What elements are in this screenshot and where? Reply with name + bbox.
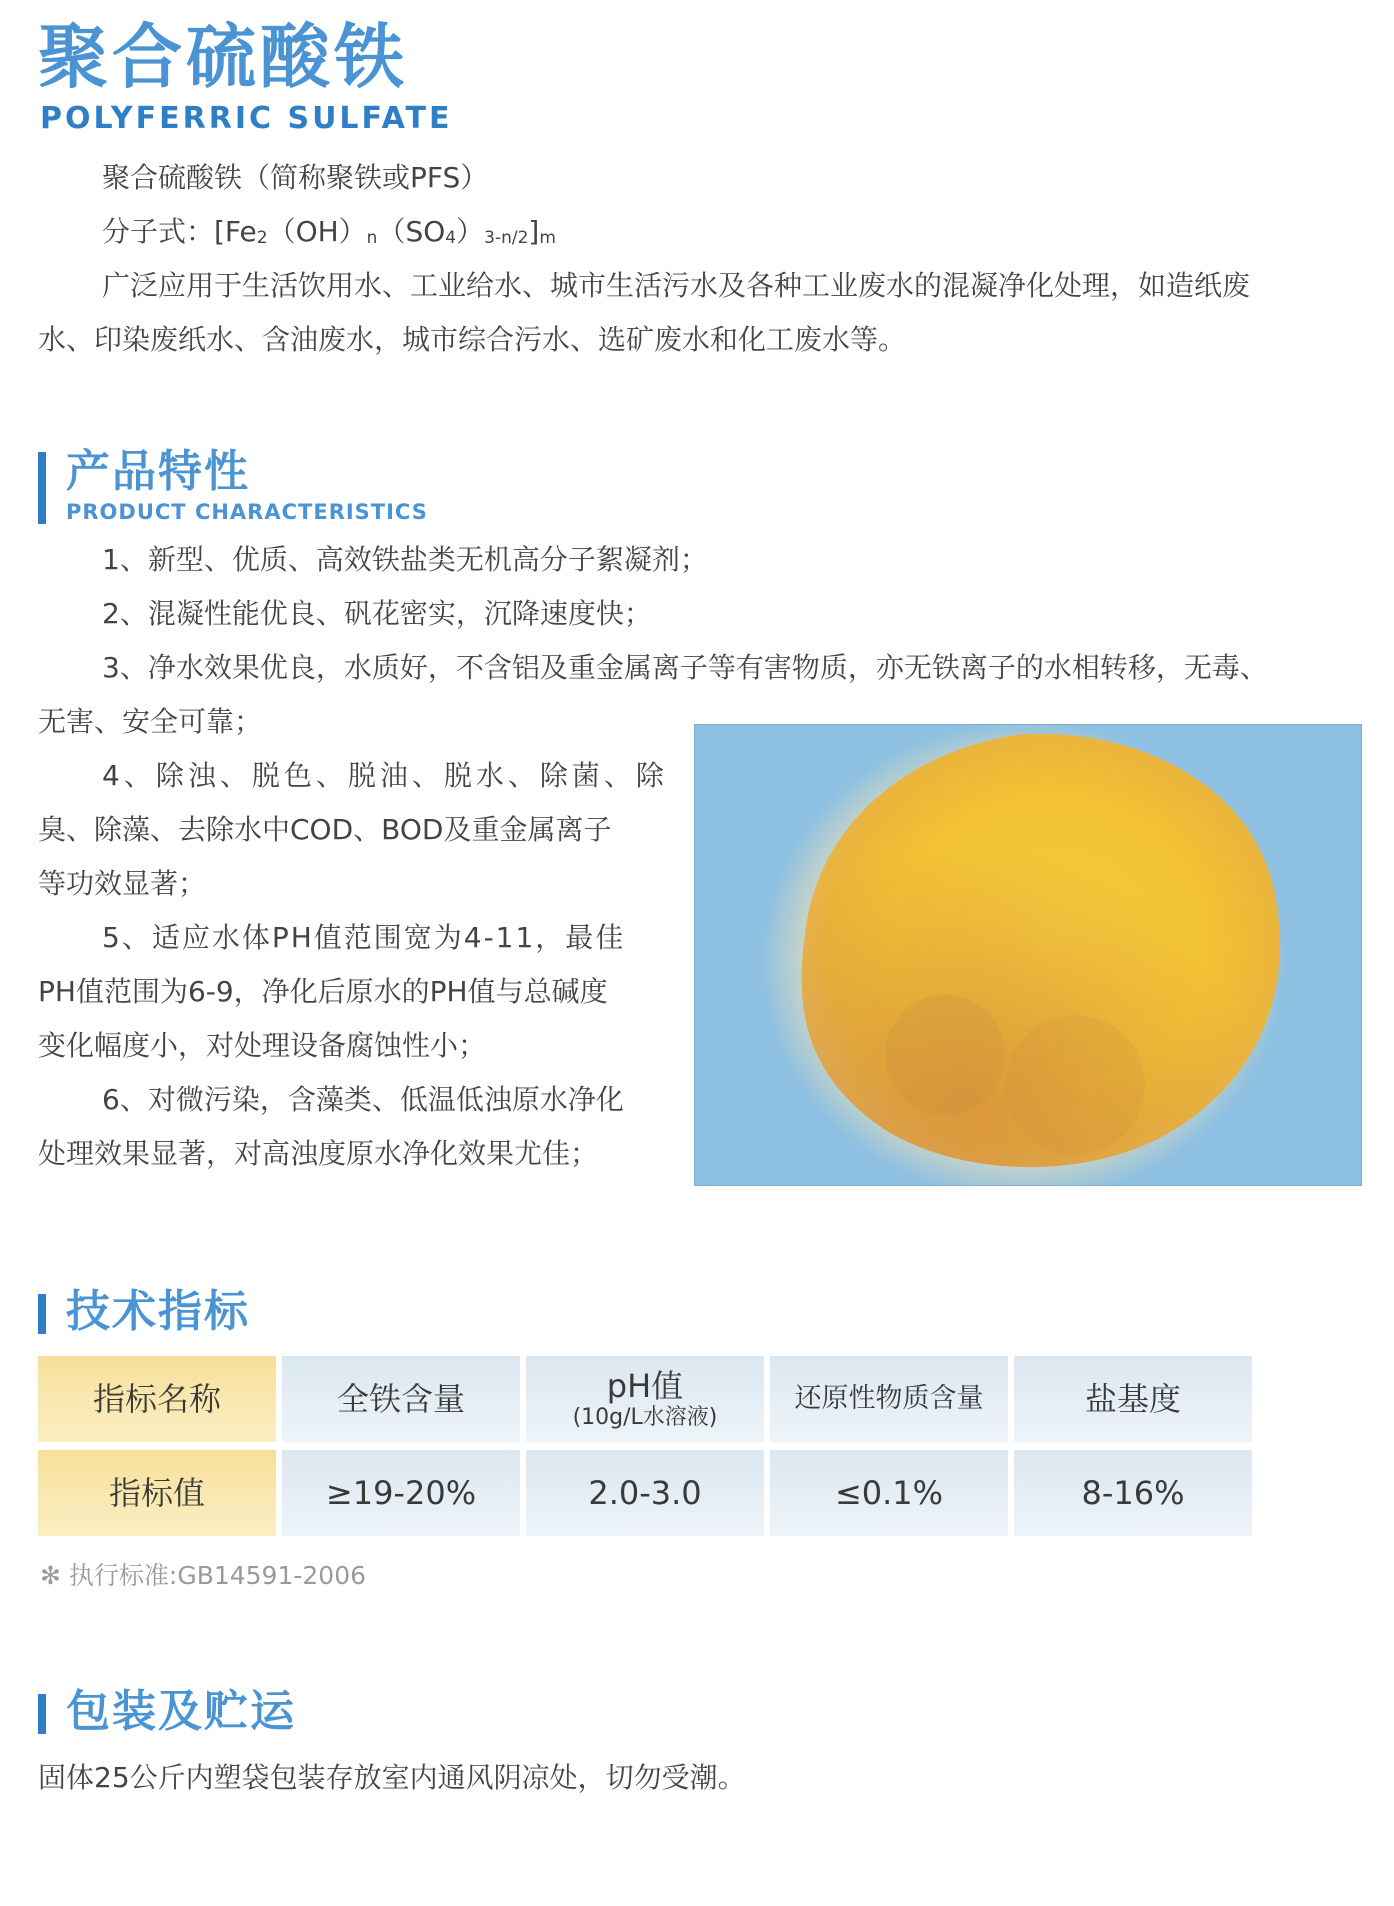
table-header-cell: 盐基度 bbox=[1014, 1356, 1252, 1442]
molecular-formula: 分子式：$[Fe_2(OH)_n(SO_4)_{3-n/2}]_m$ bbox=[102, 215, 556, 248]
table-cell: 8-16% bbox=[1014, 1450, 1252, 1536]
powder-pile-image bbox=[695, 725, 1361, 1185]
product-photo bbox=[694, 724, 1362, 1186]
section-heading-characteristics: 产品特性 bbox=[66, 446, 250, 497]
table-cell: ≥19-20% bbox=[282, 1450, 520, 1536]
characteristic-line: 等功效显著； bbox=[38, 867, 207, 900]
table-cell: ≤0.1% bbox=[770, 1450, 1008, 1536]
intro-line: 聚合硫酸铁（简称聚铁或PFS） bbox=[102, 161, 489, 194]
intro-paragraph-line: 水、印染废纸水、含油废水，城市综合污水、选矿废水和化工废水等。 bbox=[38, 323, 907, 356]
section-marker bbox=[38, 1694, 46, 1734]
intro-paragraph-line: 广泛应用于生活饮用水、工业给水、城市生活污水及各种工业废水的混凝净化处理，如造纸废 bbox=[102, 269, 1251, 302]
section-marker bbox=[38, 1294, 46, 1334]
characteristic-line: 4、除浊、脱色、脱油、脱水、除菌、除 bbox=[102, 759, 668, 792]
section-marker bbox=[38, 452, 46, 524]
section-heading-characteristics-en: PRODUCT CHARACTERISTICS bbox=[66, 500, 428, 524]
characteristic-line: 处理效果显著，对高浊度原水净化效果尤佳； bbox=[38, 1137, 599, 1170]
characteristic-line: 无害、安全可靠； bbox=[38, 705, 263, 738]
packaging-text: 固体25公斤内塑袋包装存放室内通风阴凉处，切勿受潮。 bbox=[38, 1761, 746, 1794]
table-cell: 2.0-3.0 bbox=[526, 1450, 764, 1536]
characteristic-line: 臭、除藻、去除水中COD、BOD及重金属离子 bbox=[38, 813, 612, 846]
table-header-cell: 还原性物质含量 bbox=[770, 1356, 1008, 1442]
table-header-cell: pH值 (10g/L水溶液) bbox=[526, 1356, 764, 1442]
characteristic-line: 1、新型、优质、高效铁盐类无机高分子絮凝剂； bbox=[102, 543, 708, 576]
characteristic-line: 3、净水效果优良，水质好，不含铝及重金属离子等有害物质，亦无铁离子的水相转移，无毒、 bbox=[102, 651, 1268, 684]
characteristic-line: 5、适应水体PH值范围宽为4-11，最佳 bbox=[102, 921, 626, 954]
page-title: 聚合硫酸铁 bbox=[38, 16, 408, 98]
standard-note: ✻ 执行标准:GB14591-2006 bbox=[40, 1561, 367, 1590]
characteristic-line: 变化幅度小，对处理设备腐蚀性小； bbox=[38, 1029, 487, 1062]
page-subtitle: POLYFERRIC SULFATE bbox=[40, 101, 453, 136]
section-heading-specs: 技术指标 bbox=[66, 1286, 250, 1337]
table-row-label: 指标值 bbox=[38, 1450, 276, 1536]
characteristic-line: 2、混凝性能优良、矾花密实，沉降速度快； bbox=[102, 597, 652, 630]
table-header-cell: 指标名称 bbox=[38, 1356, 276, 1442]
characteristic-line: 6、对微污染，含藻类、低温低浊原水净化 bbox=[102, 1083, 624, 1116]
table-header-cell: 全铁含量 bbox=[282, 1356, 520, 1442]
characteristic-line: PH值范围为6-9，净化后原水的PH值与总碱度 bbox=[38, 975, 608, 1008]
section-heading-packaging: 包装及贮运 bbox=[66, 1686, 296, 1737]
